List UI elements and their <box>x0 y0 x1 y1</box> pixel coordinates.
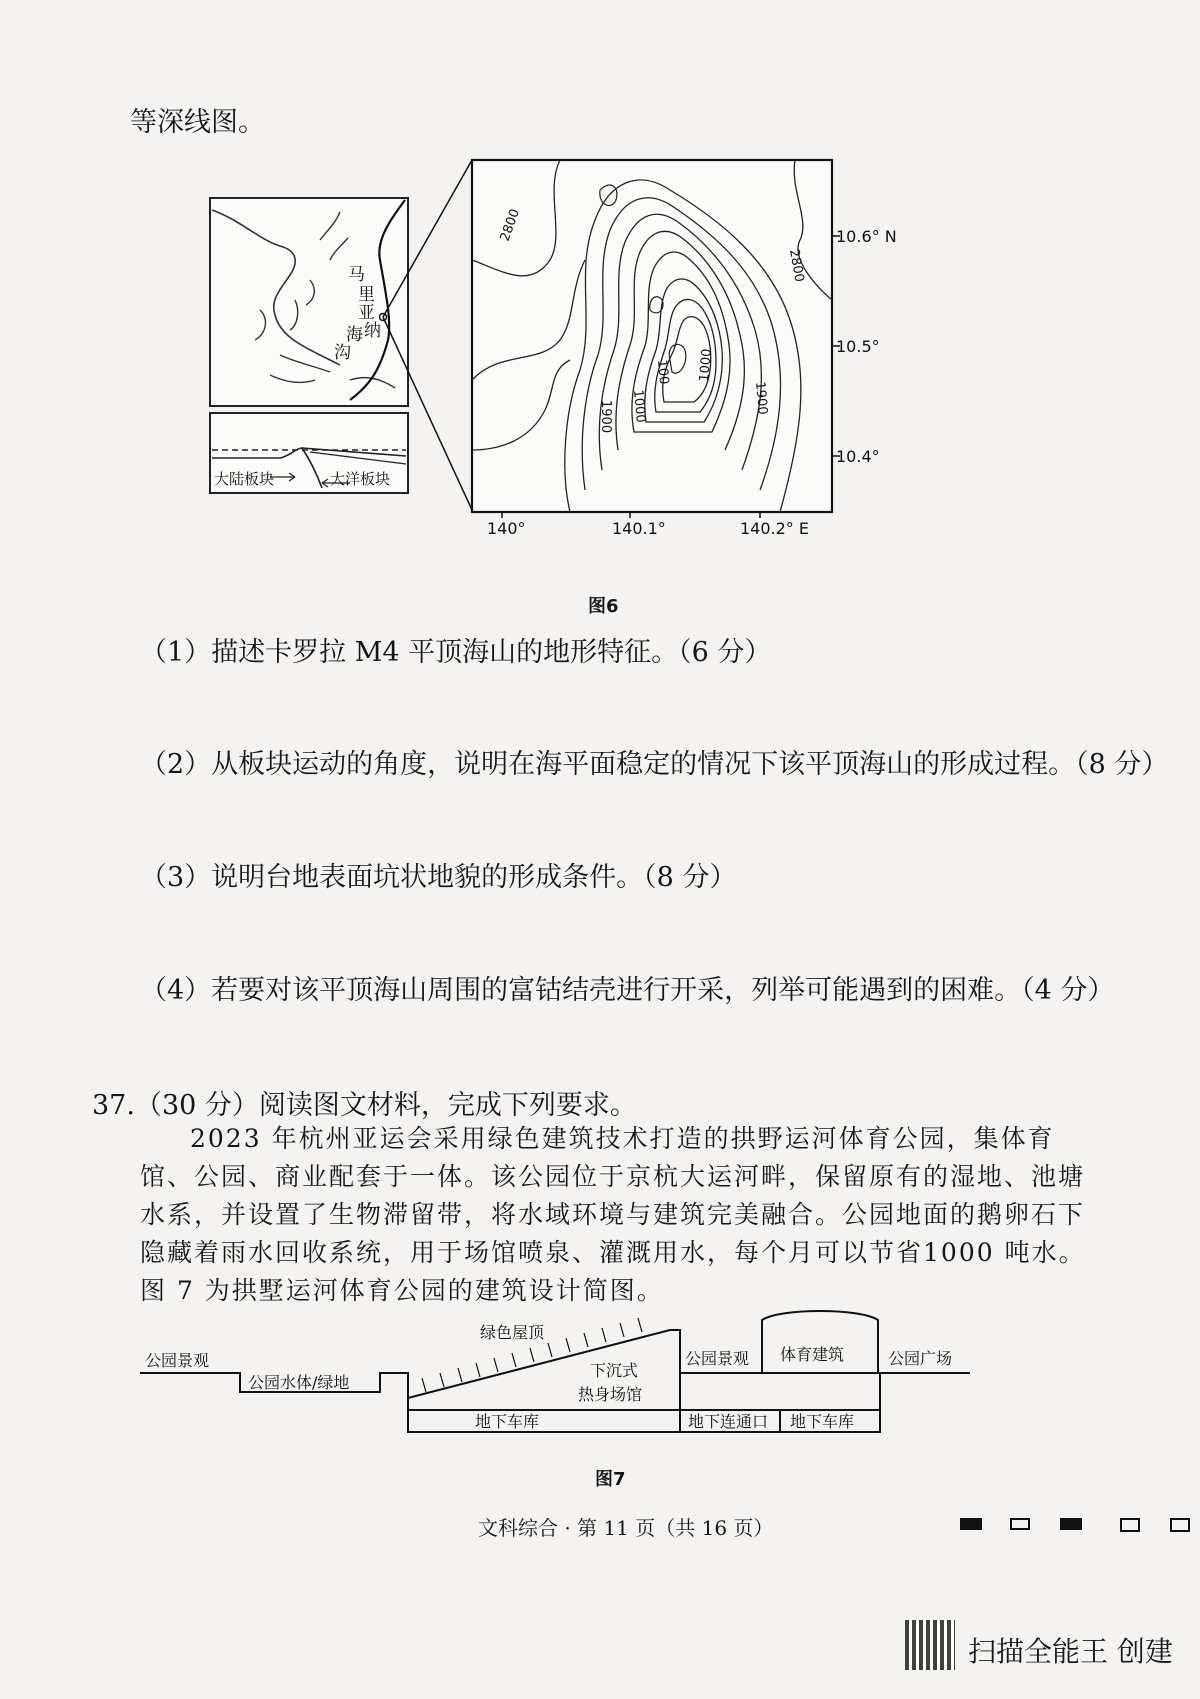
label-park-landscape-1: 公园景观 <box>145 1351 210 1370</box>
continental-plate-label: 大陆板块 <box>214 470 275 488</box>
question-2: （2）从板块运动的角度，说明在海平面稳定的情况下该平顶海山的形成过程。（8 分） <box>140 749 1169 780</box>
trench-char-1: 马 <box>348 265 365 285</box>
lon-label-140-2: 140.2° E <box>740 519 809 538</box>
plate-profile <box>210 413 408 493</box>
marker-empty-1 <box>1010 1518 1030 1530</box>
question-4: （4）若要对该平顶海山周围的富钴结壳进行开采，列举可能遇到的困难。（4 分） <box>140 975 1115 1006</box>
label-garage-1: 地下车库 <box>475 1412 540 1431</box>
figure-6 <box>200 150 897 580</box>
figure-7-caption: 图7 <box>595 1469 626 1490</box>
qr-code-icon <box>905 1620 955 1670</box>
marker-empty-3 <box>1170 1518 1190 1532</box>
contour-label-1900-right: 1900 <box>752 381 770 416</box>
q37-paragraph: 2023 年杭州亚运会采用绿色建筑技术打造的拱野运河体育公园，集体育馆、公园、商业配套于一体。该公园位于京杭大运河畔，保留原有的湿地、池塘水系，并设置了生物滞留带，将水域环境与建筑完美融合。公园地面的鹅卵石下隐藏着雨水回收系统，用于场馆喷泉、灌溉用水，每个月可以节省1000 吨水。图 7 为拱墅运河体育公园的建筑设计简图。 <box>140 1124 1086 1305</box>
contour-map <box>472 160 897 538</box>
trench-char-2: 里 <box>358 285 375 305</box>
contour-label-100: 100 <box>654 359 672 386</box>
marker-filled-2 <box>1060 1518 1082 1530</box>
question-3: （3）说明台地表面坑状地貌的形成条件。（8 分） <box>140 862 737 893</box>
trench-char-4: 纳 <box>364 321 381 341</box>
trench-char-3: 亚 <box>358 303 375 323</box>
marker-filled-1 <box>960 1518 982 1530</box>
label-water-green: 公园水体/绿地 <box>248 1373 350 1392</box>
watermark-text: 扫描全能王 创建 <box>968 1635 1173 1668</box>
contour-label-2800-right: 2800 <box>786 248 807 284</box>
marker-empty-2 <box>1120 1518 1140 1532</box>
trench-char-5: 海 <box>346 325 363 345</box>
figure-6-caption: 图6 <box>588 596 619 617</box>
lon-label-140-1: 140.1° <box>612 519 666 538</box>
contour-label-1900-left: 1900 <box>598 400 613 434</box>
lon-label-140: 140° <box>487 519 526 538</box>
oceanic-plate-label: 大洋板块 <box>330 470 391 488</box>
label-sports-building: 体育建筑 <box>780 1345 845 1364</box>
label-green-roof: 绿色屋顶 <box>480 1323 545 1342</box>
label-sunken-hall-2: 热身场馆 <box>578 1385 643 1404</box>
q37-heading: 37.（30 分）阅读图文材料，完成下列要求。 <box>92 1090 637 1121</box>
contour-label-1000-left: 1000 <box>630 389 648 424</box>
contour-label-1000-right: 1000 <box>697 348 715 383</box>
header-line: 等深线图。 <box>130 107 265 138</box>
question-1: （1）描述卡罗拉 M4 平顶海山的地形特征。（6 分） <box>140 637 772 668</box>
figure-7 <box>140 1300 1040 1460</box>
lat-label-10-4: 10.4° <box>836 447 880 466</box>
contour-label-2800-left: 2800 <box>497 207 524 244</box>
page-footer: 文科综合 · 第 11 页（共 16 页） <box>478 1516 774 1540</box>
trench-char-6: 沟 <box>334 343 351 363</box>
label-park-plaza: 公园广场 <box>888 1349 953 1368</box>
label-sunken-hall-1: 下沉式 <box>590 1361 639 1380</box>
label-garage-2: 地下车库 <box>790 1412 855 1431</box>
lat-label-10-6: 10.6° N <box>836 227 897 246</box>
lat-label-10-5: 10.5° <box>836 337 880 356</box>
label-passage: 地下连通口 <box>688 1412 769 1431</box>
label-park-landscape-2: 公园景观 <box>685 1349 750 1368</box>
